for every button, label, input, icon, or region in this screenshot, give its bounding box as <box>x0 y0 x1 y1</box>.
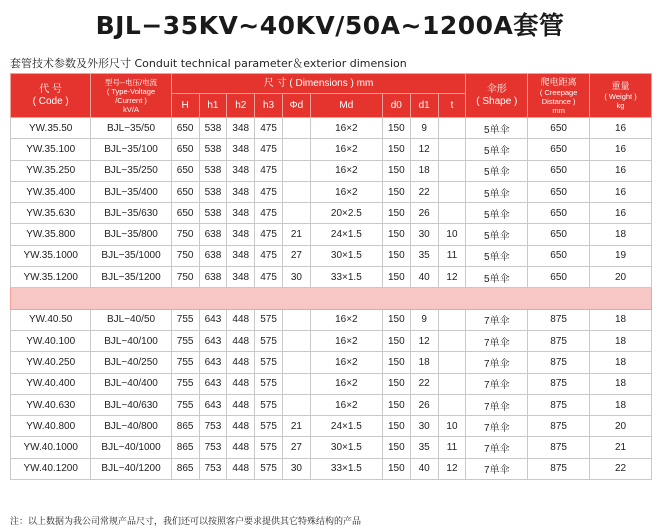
cell-h3: 475 <box>255 245 283 266</box>
cell-phi-d: 21 <box>282 416 310 437</box>
cell-H: 750 <box>171 224 199 245</box>
cell-creepage: 650 <box>528 245 590 266</box>
cell-H: 865 <box>171 416 199 437</box>
table-row <box>11 203 652 224</box>
header-weight <box>590 74 652 118</box>
cell-creepage: 650 <box>528 139 590 160</box>
cell-H: 865 <box>171 458 199 479</box>
table-row <box>11 267 652 288</box>
cell-h3: 575 <box>255 352 283 373</box>
cell-H: 650 <box>171 203 199 224</box>
header-code-en: ( Code ) <box>32 95 69 107</box>
header-creep-unit: mm <box>552 105 565 115</box>
cell-shape: 7单伞 <box>466 352 528 373</box>
cell-h3: 575 <box>255 416 283 437</box>
cell-d1: 30 <box>410 416 438 437</box>
cell-d0: 150 <box>382 224 410 245</box>
cell-Md: 16×2 <box>310 118 382 139</box>
header-weight-en: ( Weight ) <box>604 92 637 101</box>
cell-code: YW.35.630 <box>11 203 91 224</box>
header-h3: h3 <box>255 94 283 118</box>
cell-t <box>438 203 466 224</box>
cell-phi-d <box>282 352 310 373</box>
cell-shape: 7单伞 <box>466 458 528 479</box>
cell-t <box>438 309 466 330</box>
cell-weight: 19 <box>590 245 652 266</box>
cell-phi-d <box>282 181 310 202</box>
cell-t: 12 <box>438 267 466 288</box>
cell-h3: 575 <box>255 330 283 351</box>
cell-weight: 18 <box>590 330 652 351</box>
cell-h3: 475 <box>255 203 283 224</box>
cell-Md: 16×2 <box>310 330 382 351</box>
cell-d0: 150 <box>382 203 410 224</box>
cell-d1: 40 <box>410 458 438 479</box>
cell-d1: 22 <box>410 181 438 202</box>
table-row <box>11 224 652 245</box>
cell-creepage: 650 <box>528 203 590 224</box>
header-type-en2: /Current ) <box>115 95 147 105</box>
cell-shape: 5单伞 <box>466 224 528 245</box>
table-row <box>11 437 652 458</box>
cell-phi-d <box>282 373 310 394</box>
cell-h1: 538 <box>199 203 227 224</box>
cell-creepage: 650 <box>528 118 590 139</box>
cell-phi-d: 27 <box>282 437 310 458</box>
table-row <box>11 416 652 437</box>
cell-weight: 20 <box>590 416 652 437</box>
cell-shape: 7单伞 <box>466 373 528 394</box>
cell-creepage: 875 <box>528 373 590 394</box>
header-creepage <box>528 74 590 118</box>
header-h2: h2 <box>227 94 255 118</box>
header-Md: Md <box>310 94 382 118</box>
cell-d0: 150 <box>382 245 410 266</box>
table-body <box>11 118 652 480</box>
cell-h2: 448 <box>227 394 255 415</box>
table-row <box>11 118 652 139</box>
cell-type: BJL−40/630 <box>91 394 171 415</box>
cell-type: BJL−35/800 <box>91 224 171 245</box>
cell-h2: 448 <box>227 458 255 479</box>
cell-t <box>438 352 466 373</box>
cell-weight: 22 <box>590 458 652 479</box>
cell-t: 11 <box>438 437 466 458</box>
cell-phi-d: 27 <box>282 245 310 266</box>
cell-d1: 22 <box>410 373 438 394</box>
cell-t: 11 <box>438 245 466 266</box>
cell-h1: 638 <box>199 267 227 288</box>
table-row <box>11 245 652 266</box>
cell-type: BJL−35/100 <box>91 139 171 160</box>
cell-weight: 18 <box>590 309 652 330</box>
cell-weight: 20 <box>590 267 652 288</box>
cell-shape: 7单伞 <box>466 394 528 415</box>
cell-creepage: 875 <box>528 458 590 479</box>
header-shape-en: ( Shape ) <box>476 95 518 107</box>
cell-d0: 150 <box>382 160 410 181</box>
spec-table <box>10 73 652 480</box>
cell-t <box>438 181 466 202</box>
cell-type: BJL−35/1000 <box>91 245 171 266</box>
cell-t <box>438 373 466 394</box>
cell-code: YW.40.630 <box>11 394 91 415</box>
cell-h1: 753 <box>199 458 227 479</box>
cell-phi-d <box>282 139 310 160</box>
cell-h3: 475 <box>255 118 283 139</box>
cell-h2: 348 <box>227 160 255 181</box>
cell-type: BJL−40/1200 <box>91 458 171 479</box>
header-shape-cn: 伞形 <box>486 83 507 95</box>
header-creep-cn: 爬电距离 <box>540 76 577 87</box>
cell-h2: 348 <box>227 203 255 224</box>
cell-weight: 16 <box>590 118 652 139</box>
cell-creepage: 875 <box>528 309 590 330</box>
cell-type: BJL−40/1000 <box>91 437 171 458</box>
cell-weight: 18 <box>590 394 652 415</box>
cell-h1: 643 <box>199 394 227 415</box>
cell-type: BJL−35/400 <box>91 181 171 202</box>
cell-type: BJL−40/250 <box>91 352 171 373</box>
cell-code: YW.40.50 <box>11 309 91 330</box>
cell-d1: 9 <box>410 309 438 330</box>
cell-h1: 643 <box>199 373 227 394</box>
header-d1: d1 <box>410 94 438 118</box>
cell-h2: 348 <box>227 181 255 202</box>
cell-H: 755 <box>171 394 199 415</box>
cell-h3: 475 <box>255 139 283 160</box>
cell-Md: 20×2.5 <box>310 203 382 224</box>
cell-type: BJL−40/50 <box>91 309 171 330</box>
cell-Md: 16×2 <box>310 139 382 160</box>
table-row <box>11 394 652 415</box>
header-type-cn: 型号--电压/电流 <box>104 77 158 87</box>
cell-t: 10 <box>438 416 466 437</box>
cell-H: 865 <box>171 437 199 458</box>
cell-d0: 150 <box>382 352 410 373</box>
cell-code: YW.35.250 <box>11 160 91 181</box>
table-row <box>11 160 652 181</box>
cell-phi-d <box>282 309 310 330</box>
cell-type: BJL−35/1200 <box>91 267 171 288</box>
table-caption: 套管技术参数及外形尺寸 Conduit technical parameter＆exterior dimension <box>10 57 407 70</box>
header-H: H <box>171 94 199 118</box>
table-row <box>11 352 652 373</box>
cell-h2: 448 <box>227 352 255 373</box>
cell-Md: 16×2 <box>310 181 382 202</box>
cell-creepage: 875 <box>528 394 590 415</box>
header-weight-unit: kg <box>616 101 625 110</box>
cell-h2: 348 <box>227 245 255 266</box>
cell-d1: 18 <box>410 160 438 181</box>
cell-t <box>438 160 466 181</box>
cell-d1: 12 <box>410 139 438 160</box>
cell-d1: 26 <box>410 203 438 224</box>
cell-Md: 16×2 <box>310 160 382 181</box>
cell-code: YW.35.50 <box>11 118 91 139</box>
cell-h1: 638 <box>199 224 227 245</box>
cell-h2: 348 <box>227 139 255 160</box>
cell-Md: 30×1.5 <box>310 245 382 266</box>
cell-shape: 7单伞 <box>466 416 528 437</box>
footnote: 注：以上数据为我公司常规产品尺寸，我们还可以按照客户要求提供其它特殊结构的产品 <box>10 517 362 527</box>
cell-phi-d: 21 <box>282 224 310 245</box>
table-row <box>11 181 652 202</box>
cell-h2: 448 <box>227 437 255 458</box>
cell-shape: 7单伞 <box>466 309 528 330</box>
cell-type: BJL−35/250 <box>91 160 171 181</box>
cell-d0: 150 <box>382 267 410 288</box>
cell-h3: 575 <box>255 373 283 394</box>
cell-Md: 16×2 <box>310 352 382 373</box>
cell-h3: 475 <box>255 181 283 202</box>
cell-H: 650 <box>171 181 199 202</box>
cell-h1: 643 <box>199 352 227 373</box>
cell-h1: 638 <box>199 245 227 266</box>
cell-Md: 33×1.5 <box>310 458 382 479</box>
cell-H: 750 <box>171 245 199 266</box>
cell-H: 650 <box>171 118 199 139</box>
cell-type: BJL−40/100 <box>91 330 171 351</box>
cell-shape: 5单伞 <box>466 267 528 288</box>
cell-code: YW.40.250 <box>11 352 91 373</box>
cell-h1: 538 <box>199 181 227 202</box>
cell-h1: 643 <box>199 330 227 351</box>
cell-code: YW.35.400 <box>11 181 91 202</box>
cell-Md: 33×1.5 <box>310 267 382 288</box>
header-shape <box>466 74 528 118</box>
cell-creepage: 875 <box>528 352 590 373</box>
cell-d1: 18 <box>410 352 438 373</box>
table-row <box>11 458 652 479</box>
cell-d1: 40 <box>410 267 438 288</box>
cell-code: YW.40.800 <box>11 416 91 437</box>
cell-Md: 24×1.5 <box>310 416 382 437</box>
cell-h3: 575 <box>255 437 283 458</box>
cell-H: 755 <box>171 352 199 373</box>
header-creep-en1: ( Creepage <box>539 87 578 97</box>
cell-t <box>438 139 466 160</box>
cell-h2: 448 <box>227 373 255 394</box>
cell-d0: 150 <box>382 309 410 330</box>
header-creep-en2: Distance ) <box>541 96 576 106</box>
cell-H: 755 <box>171 330 199 351</box>
cell-d0: 150 <box>382 416 410 437</box>
cell-d0: 150 <box>382 394 410 415</box>
cell-t <box>438 394 466 415</box>
cell-d1: 9 <box>410 118 438 139</box>
cell-phi-d <box>282 394 310 415</box>
cell-h2: 448 <box>227 330 255 351</box>
cell-d1: 35 <box>410 437 438 458</box>
table-row <box>11 373 652 394</box>
cell-d0: 150 <box>382 458 410 479</box>
cell-H: 650 <box>171 139 199 160</box>
cell-weight: 16 <box>590 160 652 181</box>
cell-code: YW.35.800 <box>11 224 91 245</box>
table-row <box>11 139 652 160</box>
cell-d0: 150 <box>382 373 410 394</box>
cell-weight: 16 <box>590 139 652 160</box>
header-phi-d: Φd <box>282 94 310 118</box>
cell-weight: 16 <box>590 203 652 224</box>
cell-creepage: 650 <box>528 224 590 245</box>
header-code <box>11 74 91 118</box>
cell-type: BJL−35/50 <box>91 118 171 139</box>
cell-h3: 475 <box>255 267 283 288</box>
cell-d0: 150 <box>382 118 410 139</box>
cell-d1: 30 <box>410 224 438 245</box>
separator-cell <box>11 288 652 309</box>
cell-d1: 12 <box>410 330 438 351</box>
cell-weight: 18 <box>590 224 652 245</box>
cell-code: YW.35.1000 <box>11 245 91 266</box>
cell-phi-d <box>282 203 310 224</box>
header-t: t <box>438 94 466 118</box>
cell-weight: 21 <box>590 437 652 458</box>
cell-h2: 448 <box>227 416 255 437</box>
cell-h3: 575 <box>255 394 283 415</box>
cell-creepage: 650 <box>528 267 590 288</box>
cell-d0: 150 <box>382 139 410 160</box>
cell-h2: 348 <box>227 267 255 288</box>
cell-code: YW.35.100 <box>11 139 91 160</box>
header-type-en1: ( Type-Voltage <box>106 86 156 96</box>
cell-weight: 18 <box>590 373 652 394</box>
cell-d1: 35 <box>410 245 438 266</box>
cell-t: 12 <box>438 458 466 479</box>
cell-d0: 150 <box>382 330 410 351</box>
table-row <box>11 309 652 330</box>
header-dimensions: 尺 寸 ( Dimensions ) mm <box>171 74 466 94</box>
header-d0: d0 <box>382 94 410 118</box>
cell-type: BJL−40/400 <box>91 373 171 394</box>
cell-d0: 150 <box>382 437 410 458</box>
header-type-unit: kV/A <box>123 104 139 114</box>
cell-creepage: 650 <box>528 160 590 181</box>
cell-t <box>438 118 466 139</box>
cell-phi-d: 30 <box>282 267 310 288</box>
cell-shape: 5单伞 <box>466 139 528 160</box>
cell-phi-d <box>282 330 310 351</box>
header-code-cn: 代 号 <box>39 83 63 95</box>
cell-shape: 5单伞 <box>466 160 528 181</box>
cell-code: YW.40.1200 <box>11 458 91 479</box>
cell-h1: 753 <box>199 437 227 458</box>
cell-h2: 348 <box>227 224 255 245</box>
cell-h1: 753 <box>199 416 227 437</box>
header-type <box>91 74 171 118</box>
cell-H: 755 <box>171 373 199 394</box>
cell-shape: 5单伞 <box>466 181 528 202</box>
cell-shape: 5单伞 <box>466 203 528 224</box>
cell-h1: 538 <box>199 139 227 160</box>
table-row <box>11 330 652 351</box>
cell-t: 10 <box>438 224 466 245</box>
cell-H: 750 <box>171 267 199 288</box>
cell-h3: 475 <box>255 160 283 181</box>
cell-creepage: 875 <box>528 330 590 351</box>
cell-h3: 575 <box>255 309 283 330</box>
cell-code: YW.35.1200 <box>11 267 91 288</box>
cell-Md: 30×1.5 <box>310 437 382 458</box>
group-separator <box>11 288 652 309</box>
cell-t <box>438 330 466 351</box>
header-weight-cn: 重量 <box>611 81 630 91</box>
cell-type: BJL−40/800 <box>91 416 171 437</box>
cell-d0: 150 <box>382 181 410 202</box>
cell-shape: 7单伞 <box>466 330 528 351</box>
cell-h1: 538 <box>199 118 227 139</box>
cell-H: 650 <box>171 160 199 181</box>
cell-Md: 16×2 <box>310 373 382 394</box>
cell-h2: 348 <box>227 118 255 139</box>
cell-code: YW.40.100 <box>11 330 91 351</box>
cell-Md: 24×1.5 <box>310 224 382 245</box>
cell-weight: 18 <box>590 352 652 373</box>
cell-H: 755 <box>171 309 199 330</box>
cell-shape: 5单伞 <box>466 118 528 139</box>
cell-h1: 643 <box>199 309 227 330</box>
cell-h1: 538 <box>199 160 227 181</box>
page-title: BJL−35KV~40KV/50A~1200A套管 <box>95 11 565 40</box>
cell-Md: 16×2 <box>310 394 382 415</box>
cell-phi-d: 30 <box>282 458 310 479</box>
cell-phi-d <box>282 160 310 181</box>
cell-shape: 5单伞 <box>466 245 528 266</box>
cell-creepage: 875 <box>528 437 590 458</box>
cell-phi-d <box>282 118 310 139</box>
cell-h2: 448 <box>227 309 255 330</box>
cell-d1: 26 <box>410 394 438 415</box>
cell-code: YW.40.1000 <box>11 437 91 458</box>
cell-weight: 16 <box>590 181 652 202</box>
cell-type: BJL−35/630 <box>91 203 171 224</box>
cell-creepage: 875 <box>528 416 590 437</box>
cell-h3: 575 <box>255 458 283 479</box>
header-h1: h1 <box>199 94 227 118</box>
cell-h3: 475 <box>255 224 283 245</box>
cell-Md: 16×2 <box>310 309 382 330</box>
cell-creepage: 650 <box>528 181 590 202</box>
cell-shape: 7单伞 <box>466 437 528 458</box>
cell-code: YW.40.400 <box>11 373 91 394</box>
